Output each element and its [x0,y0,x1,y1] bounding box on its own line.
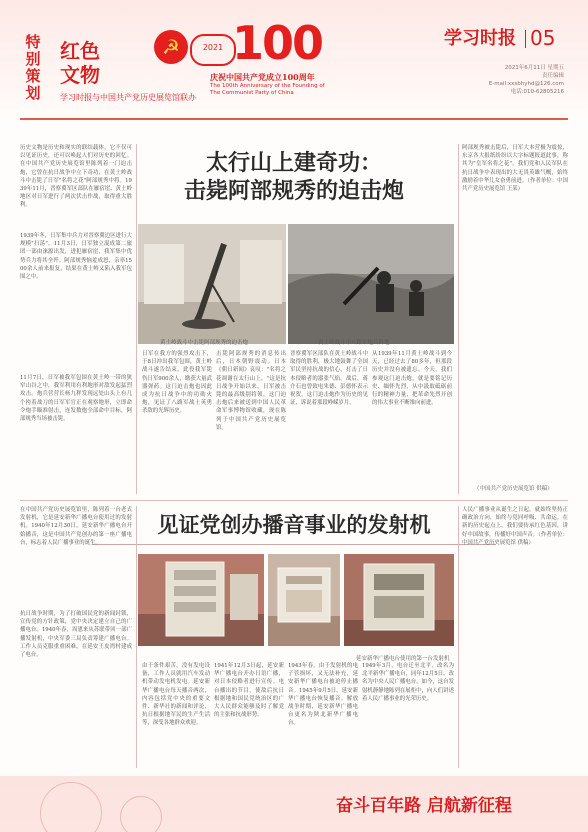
decorative-circle [40,782,102,832]
column-subtitle: 学习时报与中国共产党历史展览馆联办 [60,93,196,102]
article2-headline-rule [92,544,496,545]
photo-caption-1: 黄土岭战斗中击毙阿部规秀的迫击炮 [160,340,249,346]
mortar-photo [138,224,286,344]
header-rule [20,118,568,120]
article1-column-4: 晋察冀军区部队在黄土岭战斗中取得的胜利，极大地鼓舞了全国军民坚持抗战的信心，打击了日本侵略者的嚣张气焰。战后，蒋介石也曾致电朱德、彭德怀表示祝贺。这门迫击炮作为历史的见证，诉说着那段峥嵘岁月。 [290,351,368,407]
masthead: 学习时报 [444,28,516,49]
article1-column-2: 日军在我方的强烈攻击下，于8日冲出我军包围，黄土岭战斗遂告结束。此役我军毙伤日军900余人，缴获大量武器弹药。这门迫击炮也因此成为抗日战争中的功勋火炮，见证了八路军战士英勇杀敌的光辉历史。 [142,351,212,415]
article1-headline-line1: 太行山上建奇功： [205,150,382,176]
column-title-relics: 文物 [60,63,100,87]
battle-photo [288,224,454,344]
artillery-position-image [288,224,454,344]
article1-headline-line2: 击毙阿部规秀的迫击炮 [183,178,404,204]
article2-column-6: 人民广播事业从诞生之日起，就始终坚持正确政治方向，始终与党同呼吸、共命运。在新的历史起点上，我们要传承红色基因，讲好中国故事，传播好中国声音。（作者单位：中国共产党历史展览馆 供稿） [462,507,568,546]
article2-column-4: 1943年春，由于发射机的电子管损坏，又无法补充，延安新华广播电台被迫停止播音。1945年9月5日，延安新华广播电台恢复播音。解放战争时期，延安新华广播电台更名为陕北新华广播电台。 [288,663,358,727]
section-divider [20,500,568,501]
column-divider [136,506,137,768]
column-title-red: 红色 [60,39,100,63]
year-badge: 2021 [190,34,236,66]
party-emblem-icon: ☭ [154,30,188,64]
issue-info: 2021年6月11日 星期五 责任编辑 E-mail:xxsbhyhd@126.com 电话:010-62805216 [488,65,564,95]
anniversary-english: The 100th Anniversary of the Founding of The Communist Party of China [210,83,325,96]
article1-column-3: 击毙阿部规秀的消息传出后，日本朝野震动。日本《朝日新闻》哀叹："名将之花凋谢在太行山上。"这是抗日战争开始以来，日军被击毙的最高级别将领。这门迫击炮后来被送到中国人民革命军事博物馆收藏，现在陈列于中国共产党历史展览馆。 [216,351,286,431]
footer-slogan: 奋斗百年路 启航新征程 [336,796,512,816]
article1-column-5: 从1939年11月黄土岭战斗到今天，已经过去了80多年，但那段历史并没有被遗忘。今天，我们参观这门迫击炮，就是要铭记历史、缅怀先烈，从中汲取砥砺前行的精神力量，把革命先烈开创的伟大事业不断推向前进。 [372,351,452,407]
page-header [0,0,588,122]
transmitter-display-image [138,554,264,646]
exhibition-hall-image [268,554,340,646]
mortar-image [138,224,286,344]
masthead-divider [525,30,526,48]
article2-column-1a: 在中国共产党历史展览馆里，陈列着一台老式发射机，它是延安新华广播电台使用过的发射机。1940年12月30日，延安新华广播电台开始播音，这是中国共产党创办的第一座广播电台，标志着人民广播事业的诞生。 [20,507,132,546]
article1-column-1a: 历史文物是历史和现实的联结载体，它不仅可以见证历史，还可以唤起人们对历史的回忆。在中国共产党历史展览馆里陈列着一门迫击炮，它曾在抗日战争中立下奇功，在黄土岭战斗中击毙了日军"名将之花"阿部规秀中将。1939年11月，晋察冀军区部队在雁宿崖、黄土岭地区对日军进行了两次伏击作战，取得重大胜利。 [20,145,132,209]
article2-column-3: 1941年12月3日起，延安新华广播电台开办日语广播，对日本侵略者进行宣传。电台播出的节目，使敌后抗日根据地和国民党统治区的广大人民群众能够及时了解党的主张和抗战形势。 [214,663,284,719]
article2-column-1b: 抗日战争时期，为了打破国民党的新闻封锁，宣传党的方针政策，党中央决定建立自己的广播电台。1940年春，周恩来从苏联带回一部广播发射机，中央军委三局负责筹建广播电台。工作人员克服重重困难，在延安王皮湾村建成了电台。 [20,611,132,659]
article1-column-6: 阿部规秀被击毙后，日军大本营极为震惊，东京各大报纸纷纷以大字标题报道此事，称其为"皇军名将之花"。我们党和人民军队在抗日战争中表现出的大无畏英雄气概，始终激励着中华儿女奋勇前进。（作者单位：中国共产党历史展览馆 王某） [462,145,568,193]
column-divider [458,506,459,768]
article2-headline: 见证党创办播音事业的发射机 [157,512,431,537]
transmitter-photo-2 [268,554,340,646]
article1-column-1c: 11月7日，日军被我军包围在黄土岭一带的狭窄山谷之中，我军利用有利地形对敌发起猛烈攻击。炮兵营营长杨九秤发现远处山头上有几个挎着战刀的日军军官正在观察地形，立即命令炮手瞄准射击，连发数炮全部命中目标，阿部规秀当场被击毙。 [20,375,132,423]
transmitter-photo-1 [138,554,264,646]
article2-column-2: 由于条件艰苦，没有发电设备，工作人员就用汽车发动机带动发电机发电。延安新华广播电台每天播音两次，内容包括党中央的重要文件、新华社的新闻和评论、抗日根据地军民的生产生活等，深受各地群众欢迎。 [142,663,210,727]
transmitter-photo-3 [344,554,454,646]
article2-column-5: 1949年3月，电台迁至北平，改名为北平新华广播电台，同年12月5日，改名为中央人民广播电台。如今，这台发射机静静地陈列在展柜中，向人们讲述着人民广播事业的光荣历史。 [362,663,454,702]
column-divider [136,144,137,494]
article1-column-1b: 1939年冬，日军集中兵力对晋察冀边区进行大规模"扫荡"。11月3日，日军独立混成第二旅团一部由涞源出发，进犯雁宿崖，我军集中优势兵力将其全歼。阿部规秀恼羞成怒，亲率1500余人前来报复，结果在黄土岭又陷入我军包围之中。 [20,233,132,281]
decorative-circle [120,796,162,832]
transmitter-showcase-image [344,554,454,646]
special-feature-label: 特别策划 [25,33,41,102]
page-number: 05 [530,26,556,50]
centenary-logo-number: 100 [232,16,323,70]
photo-caption-3: 延安新华广播电台使用的第一台发射机 [356,656,450,662]
anniversary-title: 庆祝中国共产党成立100周年 [210,72,315,82]
article1-byline: （中国共产党历史展览馆 供稿） [474,486,553,492]
column-divider [458,144,459,494]
photo-caption-2: 黄土岭战斗中八路军炮兵阵地 [318,340,390,346]
